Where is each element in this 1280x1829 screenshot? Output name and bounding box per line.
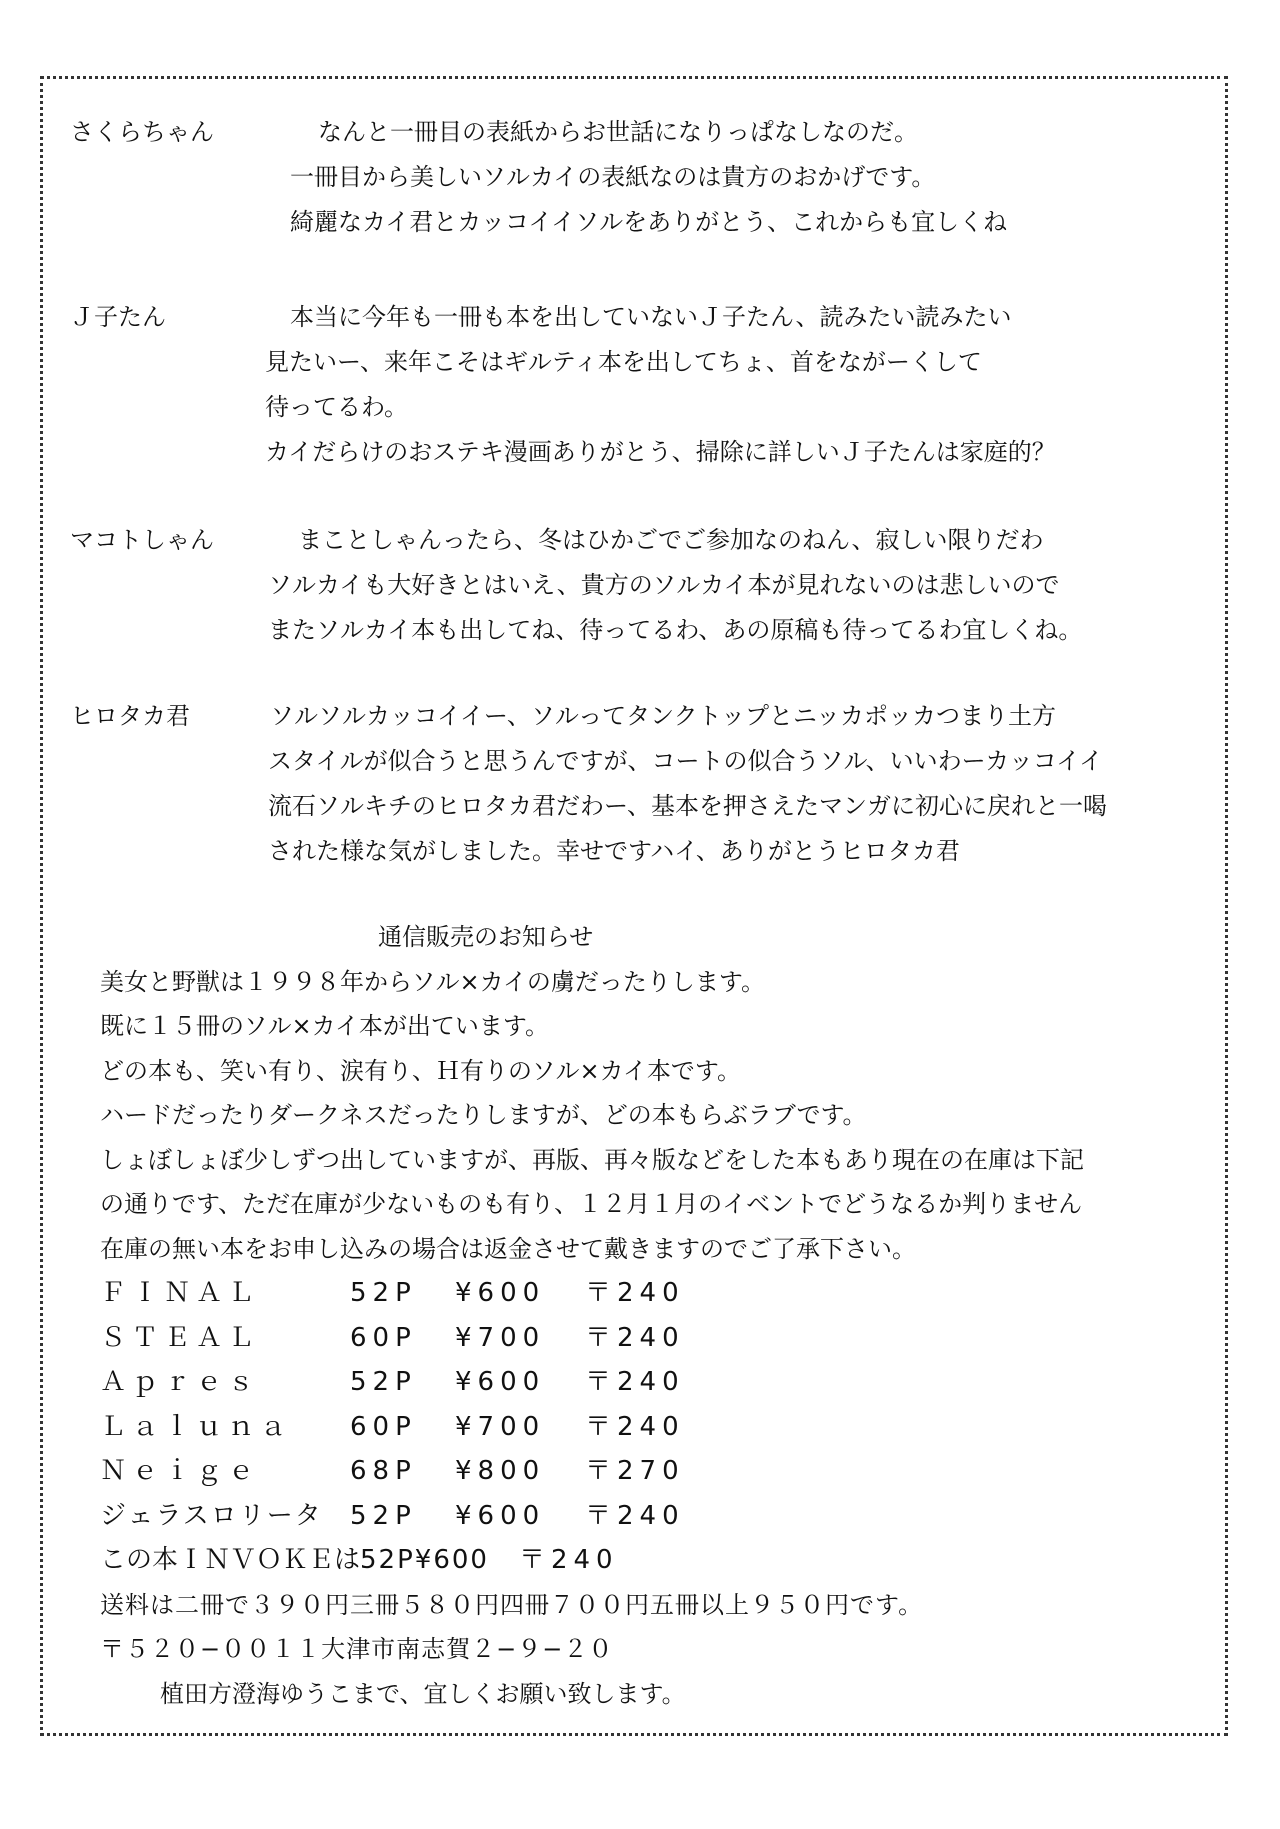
- stock-price: ¥600: [455, 1367, 546, 1397]
- stock-title: ジェラスロリータ: [100, 1500, 323, 1531]
- postal-address: 〒５２０−００１１大津市南志賀２−９−２０: [100, 1635, 614, 1663]
- closing-remark: 植田方澄海ゆうこまで、宜しくお願い致します。: [160, 1679, 686, 1708]
- stock-postage: 〒240: [585, 1322, 685, 1353]
- stock-row: [100, 1405, 1084, 1450]
- stock-postage: 〒240: [585, 1367, 685, 1397]
- stock-title: ＳＴＥＡＬ: [100, 1322, 261, 1353]
- message-name: ヒロタカ君: [70, 702, 190, 730]
- message-body: [70, 295, 1056, 475]
- message-line: まことしゃんったら、冬はひかごでご参加なのねん、寂しい限りだわ: [298, 526, 1044, 554]
- message-name: Ｊ子たん: [70, 303, 166, 331]
- stock-row: [100, 1271, 1084, 1316]
- stock-postage: 〒270: [585, 1456, 685, 1486]
- message-line: された様な気がしました。幸せですハイ、ありがとうヒロタカ君: [268, 837, 960, 865]
- notice-paragraph: 既に１５冊のソル×カイ本が出ています。: [100, 1012, 549, 1040]
- stock-pages: 52P: [360, 1545, 415, 1575]
- stock-pages: 52P: [350, 1500, 417, 1531]
- message-line: ソルカイも大好きとはいえ、貴方のソルカイ本が見れないのは悲しいので: [268, 571, 1060, 599]
- stock-row: [100, 1360, 1084, 1405]
- stock-postage: 〒240: [585, 1278, 685, 1308]
- stock-postage: 〒240: [518, 1545, 619, 1575]
- stock-pages: 52P: [350, 1367, 417, 1397]
- stock-row: [100, 1449, 1084, 1494]
- stock-title: ＦＩＮＡＬ: [100, 1278, 261, 1308]
- message-body: [70, 110, 1007, 245]
- message-line: 本当に今年も一冊も本を出していないＪ子たん、読みたい読みたい: [290, 303, 1012, 331]
- stock-postage: 〒240: [585, 1500, 685, 1531]
- notice-paragraph: 美女と野獣は１９９８年からソル×カイの虜だったりします。: [100, 967, 765, 996]
- stock-title: Ｎｅｉｇｅ: [100, 1456, 261, 1486]
- message-line: 一冊目から美しいソルカイの表紙なのは貴方のおかげです。: [290, 163, 936, 191]
- stock-row-this-book: [100, 1538, 1084, 1583]
- message-line: 見たいー、来年こそはギルティ本を出してちょ、首をながーくして: [265, 348, 982, 376]
- stock-list: [100, 1271, 1084, 1583]
- message-name: さくらちゃん: [70, 118, 214, 146]
- notice-paragraph: の通りです、ただ在庫が少ないものも有り、１２月１月のイベントでどうなるか判りません: [100, 1190, 1083, 1218]
- message-line: スタイルが似合うと思うんですが、コートの似合うソル、いいわーカッコイイ: [268, 747, 1103, 775]
- stock-price: ¥700: [455, 1411, 546, 1442]
- message-line: なんと一冊目の表紙からお世話になりっぱなしなのだ。: [318, 118, 918, 146]
- stock-pages: 60P: [350, 1322, 417, 1353]
- message-line: 綺麗なカイ君とカッコイイソルをありがとう、これからも宜しくね: [290, 208, 1008, 236]
- notice-paragraph: ハードだったりダークネスだったりしますが、どの本もらぶラブです。: [100, 1101, 867, 1129]
- message-body: [70, 518, 1082, 653]
- stock-title: Ｌａｌｕｎａ: [100, 1411, 293, 1442]
- notice-paragraph: どの本も、笑い有り、涙有り、Ｈ有りのソル×カイ本です。: [100, 1056, 741, 1085]
- stock-postage: 〒240: [585, 1411, 685, 1442]
- stock-price: ¥600: [455, 1278, 546, 1308]
- stock-title: Ａｐｒｅｓ: [100, 1367, 261, 1397]
- stock-row: [100, 1494, 1084, 1539]
- shipping-fees: 送料は二冊で３９０円三冊５８０円四冊７００円五冊以上９５０円です。: [100, 1590, 924, 1619]
- stock-row: [100, 1316, 1084, 1361]
- stock-title: この本ＩＮＶＯＫＥは: [100, 1545, 361, 1575]
- notice-title: 通信販売のお知らせ: [378, 923, 594, 951]
- stock-price: ¥800: [455, 1456, 546, 1486]
- notice-paragraph: 在庫の無い本をお申し込みの場合は返金させて戴きますのでご了承下さい。: [100, 1234, 916, 1263]
- stock-pages: 52P: [350, 1278, 417, 1308]
- message-line: カイだらけのおステキ漫画ありがとう、掃除に詳しいＪ子たんは家庭的？: [265, 438, 1056, 466]
- message-line: ソルソルカッコイイー、ソルってタンクトップとニッカポッカつまり土方: [270, 702, 1056, 730]
- message-line: 待ってるわ。: [265, 393, 409, 421]
- message-line: 流石ソルキチのヒロタカ君だわー、基本を押さえたマンガに初心に戻れと一喝: [268, 792, 1108, 820]
- stock-pages: 68P: [350, 1456, 417, 1486]
- notice-paragraph: しょぼしょぼ少しずつ出していますが、再版、再々版などをした本もあり現在の在庫は下記: [100, 1145, 1084, 1174]
- stock-price: ¥600: [414, 1545, 489, 1575]
- stock-price: ¥600: [455, 1500, 546, 1531]
- stock-price: ¥700: [455, 1322, 546, 1353]
- stock-pages: 60P: [350, 1411, 417, 1442]
- message-name: マコトしゃん: [70, 526, 214, 554]
- message-body: [70, 694, 1107, 874]
- mail-order-notice: [100, 915, 1084, 1716]
- message-line: またソルカイ本も出してね、待ってるわ、あの原稿も待ってるわ宜しくね。: [268, 616, 1083, 644]
